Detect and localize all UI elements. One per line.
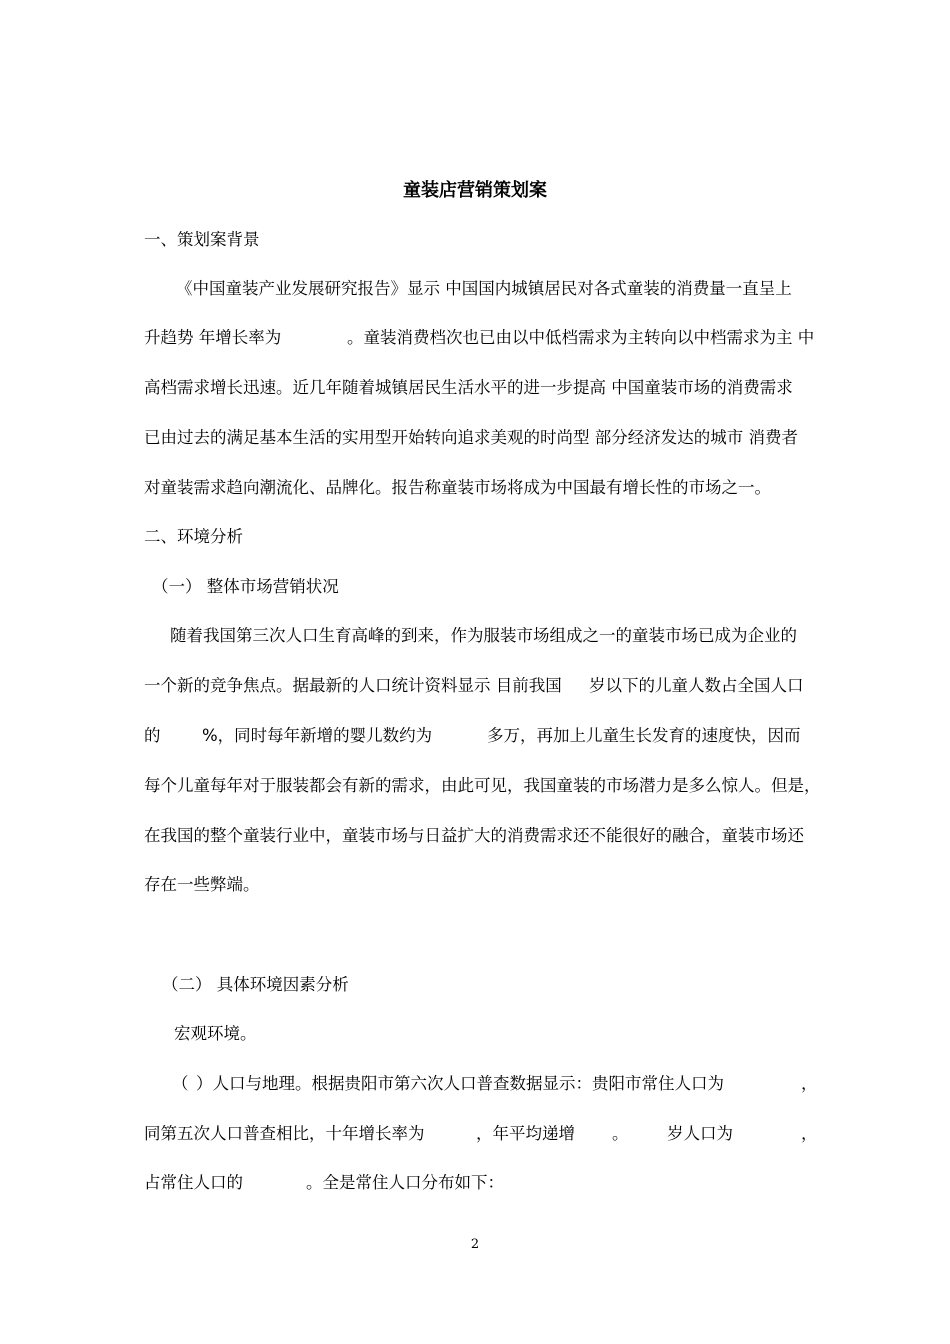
paragraph-line [144,776,821,796]
paragraph-line [144,478,771,498]
page-number: 2 [470,1237,480,1252]
text-run: 一个新的竞争焦点。据最新的人口统计资料显示 目前我国 [144,676,562,695]
text-run: 随着我国第三次人口生育高峰的到来，作为服装市场组成之一的童装市场已成为企业的 [170,626,797,645]
text-run: 的 [144,726,161,745]
text-run: 岁人口为 [667,1124,733,1143]
paragraph-line [667,1124,733,1144]
paragraph-line [144,1173,243,1193]
paragraph-line [347,328,814,348]
paragraph-line [144,875,260,895]
text-run: 升趋势 年增长率为 [144,328,282,347]
text-run: ）人口与地理。根据贵阳市第六次人口普查数据显示：贵阳市常住人口为 [196,1074,724,1093]
text-run: 。童装消费档次也已由以中低档需求为主转向以中档需求为主 中 [347,328,815,347]
text-run: （ [172,1074,189,1093]
paragraph-line [801,1074,818,1094]
text-run: 《中国童装产业发展研究报告》显示 中国国内城镇居民对各式童装的消费量一直呈上 [176,279,792,298]
paragraph-line [612,1124,629,1144]
text-run: 多万，再加上儿童生长发育的速度快，因而 [487,726,801,745]
paragraph-line [487,726,801,746]
text-run: ， [801,1124,818,1143]
text-run: 。全是常住人口分布如下： [306,1173,504,1192]
text-run: 。 [612,1124,629,1143]
paragraph-line [144,676,562,696]
text-run: ，年平均递增 [476,1124,575,1143]
paragraph-line [170,626,797,646]
text-run: 存在一些弊端。 [144,875,260,894]
paragraph-line [196,1074,724,1094]
paragraph-line [144,726,161,746]
paragraph-line [476,1124,575,1144]
text-run: 岁以下的儿童人数占全国人口 [589,676,804,695]
paragraph-line: 宏观环境。 [174,1024,257,1043]
subsection-heading: （二） 具体环境因素分析 [162,975,349,994]
section-heading: 二、环境分析 [144,527,243,546]
text-run: 已由过去的满足基本生活的实用型开始转向追求美观的时尚型 部分经济发达的城市 消费者 [144,428,798,447]
paragraph-line [144,328,281,348]
paragraph-line [801,1124,818,1144]
text-run: 高档需求增长迅速。近几年随着城镇居民生活水平的进一步提高 中国童装市场的消费需求 [144,378,793,397]
text-run: %，同时每年新增的婴儿数约为 [202,726,433,745]
text-run: ， [801,1074,818,1093]
paragraph-line [202,726,432,746]
paragraph-line [144,826,804,846]
paragraph-line [589,676,804,696]
paragraph-line [144,1124,425,1144]
paragraph-line [144,428,798,448]
subsection-heading: （一） 整体市场营销状况 [152,577,339,596]
section-heading: 一、策划案背景 [144,230,260,249]
paragraph-line [144,378,793,398]
text-run: 同第五次人口普查相比，十年增长率为 [144,1124,425,1143]
text-run: 每个儿童每年对于服装都会有新的需求，由此可见，我国童装的市场潜力是多么惊人。但是， [144,776,821,795]
text-run: 占常住人口的 [144,1173,243,1192]
text-run: 在我国的整个童装行业中，童装市场与日益扩大的消费需求还不能很好的融合，童装市场还 [144,826,804,845]
paragraph-line [144,279,806,299]
text-run: 对童装需求趋向潮流化、品牌化。报告称童装市场将成为中国最有增长性的市场之一。 [144,478,771,497]
paragraph-line [306,1173,504,1193]
document-title: 童装店营销策划案 [403,180,547,201]
paragraph-line [172,1074,189,1094]
